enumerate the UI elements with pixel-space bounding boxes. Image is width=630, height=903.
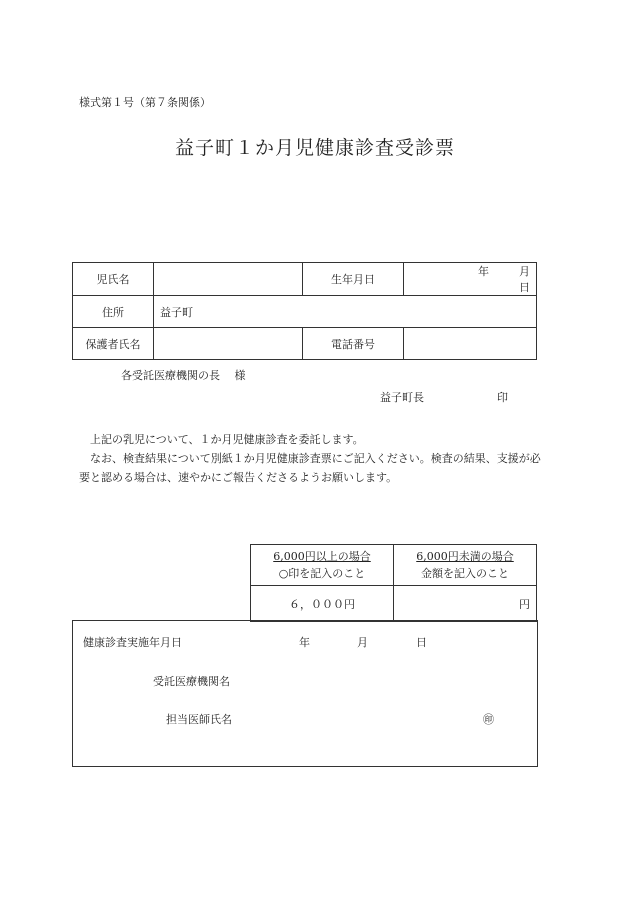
birthdate-field[interactable] bbox=[404, 263, 537, 296]
institution-label: 受託医療機関名 bbox=[153, 675, 230, 688]
phone-label: 電話番号 bbox=[303, 328, 404, 360]
fee-col2-value[interactable]: 円 bbox=[394, 586, 537, 622]
fee-table bbox=[250, 544, 537, 622]
exam-month-unit: 月 bbox=[357, 636, 368, 649]
exam-day-unit: 日 bbox=[416, 636, 427, 649]
fee-col1-line2: ○印を記入のこと bbox=[278, 567, 366, 580]
child-name-label: 児氏名 bbox=[73, 263, 154, 296]
birth-day-unit: 日 bbox=[519, 281, 530, 294]
doctor-seal-mark: ㊞ bbox=[483, 713, 494, 726]
guardian-name-label: 保護者氏名 bbox=[73, 328, 154, 360]
fee-col2-header bbox=[394, 545, 537, 586]
fee-col2-line1: 6,000円未満の場合 bbox=[416, 550, 514, 563]
birth-month-unit: 月 bbox=[519, 265, 530, 278]
fee-col1-header bbox=[251, 545, 394, 586]
mayor-title: 益子町長 bbox=[380, 391, 424, 404]
body-paragraph-1: 上記の乳児について、１か月児健康診査を委託します。 bbox=[90, 433, 364, 446]
addressee: 各受託医療機関の長 様 bbox=[121, 369, 246, 382]
exam-year-unit: 年 bbox=[299, 636, 310, 649]
fee-col2-line2: 金額を記入のこと bbox=[421, 567, 509, 580]
page-title: 益子町１か月児健康診査受診票 bbox=[174, 137, 455, 159]
phone-field[interactable] bbox=[404, 328, 537, 360]
body-paragraph-2: なお、検査結果について別紙１か月児健康診査票にご記入ください。検査の結果、支援が必要と認める場合は、速やかにご報告くださるようお願いします。 bbox=[79, 452, 541, 484]
exam-date-label: 健康診査実施年月日 bbox=[83, 636, 182, 649]
fee-col1-line1: 6,000円以上の場合 bbox=[273, 550, 371, 563]
guardian-name-field[interactable] bbox=[154, 328, 303, 360]
address-label: 住所 bbox=[73, 296, 154, 328]
mayor-seal: 印 bbox=[497, 391, 508, 404]
info-table bbox=[72, 262, 537, 360]
form-number: 様式第１号（第７条関係） bbox=[79, 96, 211, 109]
address-field[interactable]: 益子町 bbox=[154, 296, 537, 328]
fee-col1-value[interactable]: ６，０００円 bbox=[251, 586, 394, 622]
birth-year-unit: 年 bbox=[478, 265, 489, 278]
exam-box bbox=[72, 620, 538, 767]
child-name-field[interactable] bbox=[154, 263, 303, 296]
doctor-label: 担当医師氏名 bbox=[166, 713, 232, 726]
birthdate-label: 生年月日 bbox=[303, 263, 404, 296]
